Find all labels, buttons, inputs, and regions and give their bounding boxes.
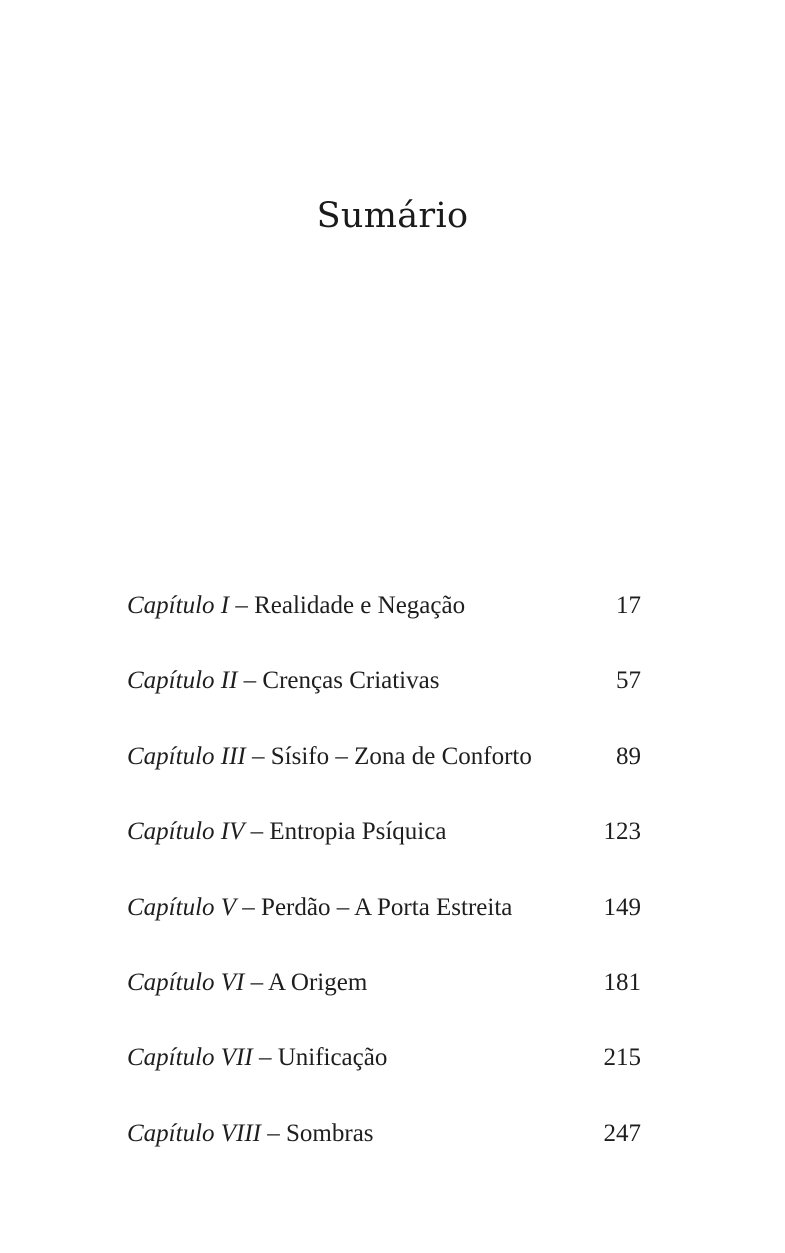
page-title: Sumário xyxy=(316,196,469,236)
toc-entry-text xyxy=(127,965,367,1001)
toc-entry xyxy=(127,663,641,738)
toc-entry-text xyxy=(127,663,439,699)
toc-entry xyxy=(127,890,641,965)
chapter-subject: Sísifo – Zona de Conforto xyxy=(270,742,532,770)
page-number: 89 xyxy=(616,742,641,770)
page-number: 149 xyxy=(603,893,641,921)
toc-entry xyxy=(127,965,641,1040)
page-number: 247 xyxy=(603,1119,641,1147)
page-number: 57 xyxy=(616,667,641,695)
chapter-separator: – xyxy=(237,667,263,695)
chapter-separator: – xyxy=(252,1044,278,1072)
chapter-label: Capítulo VIII xyxy=(127,1119,262,1147)
chapter-subject: A Origem xyxy=(267,968,368,996)
chapter-subject: Realidade e Negação xyxy=(254,592,466,619)
chapter-label: Capítulo III xyxy=(127,742,246,770)
page-number: 215 xyxy=(603,1044,641,1072)
chapter-subject: Sombras xyxy=(286,1119,374,1147)
toc-entry-text xyxy=(127,814,446,850)
chapter-separator: – xyxy=(236,893,262,921)
chapter-separator: – xyxy=(245,742,271,770)
table-of-contents xyxy=(127,588,641,1191)
chapter-subject: Unificação xyxy=(277,1044,388,1072)
toc-entry-text xyxy=(127,739,532,775)
chapter-separator: – xyxy=(244,968,268,996)
toc-entry xyxy=(127,1116,641,1191)
toc-entry xyxy=(127,814,641,889)
chapter-label: Capítulo IV xyxy=(127,818,245,846)
page-number: 123 xyxy=(603,818,641,846)
chapter-subject: Perdão – A Porta Estreita xyxy=(261,893,513,921)
chapter-subject: Crenças Criativas xyxy=(262,667,440,695)
toc-entry-text xyxy=(127,1116,374,1152)
toc-entry-text xyxy=(127,890,512,926)
chapter-label: Capítulo II xyxy=(127,667,238,695)
chapter-label: Capítulo VII xyxy=(127,1044,253,1072)
chapter-label: Capítulo I xyxy=(127,592,230,619)
page-number: 181 xyxy=(603,968,641,996)
page-number: 17 xyxy=(616,592,641,619)
toc-entry xyxy=(127,1040,641,1115)
chapter-separator: – xyxy=(261,1119,287,1147)
toc-entry xyxy=(127,739,641,814)
toc-entry xyxy=(127,588,641,663)
toc-entry-text xyxy=(127,1040,387,1076)
chapter-separator: – xyxy=(244,818,270,846)
chapter-subject: Entropia Psíquica xyxy=(269,818,447,846)
toc-entry-text xyxy=(127,588,465,624)
chapter-label: Capítulo V xyxy=(127,893,237,921)
chapter-separator: – xyxy=(229,592,255,619)
chapter-label: Capítulo VI xyxy=(127,968,245,996)
